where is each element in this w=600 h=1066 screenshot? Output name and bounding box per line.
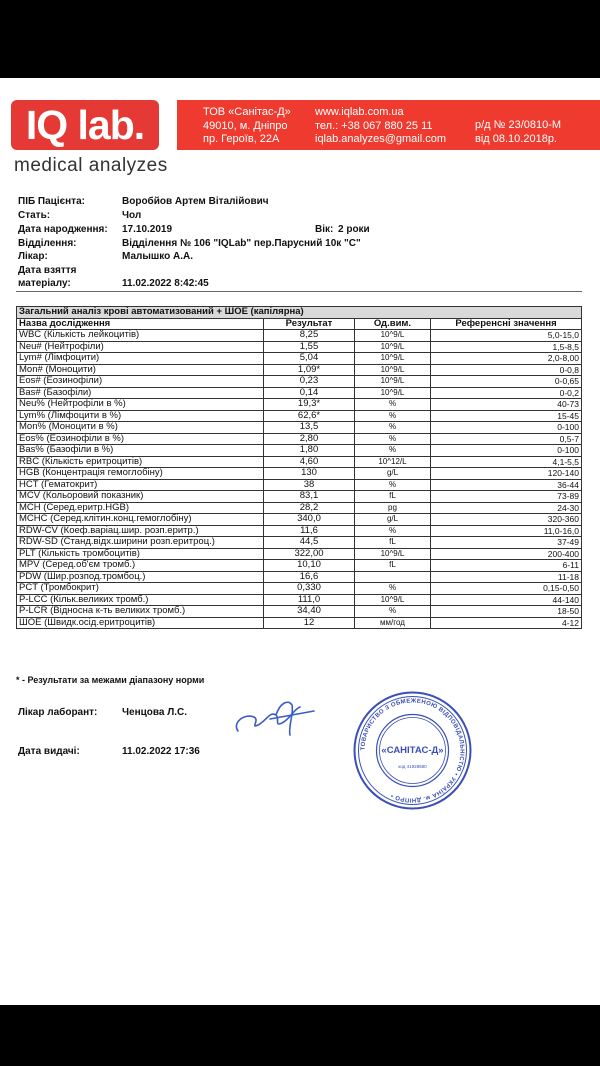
result-cell: 4,60 xyxy=(264,456,355,468)
name-label: ПІБ Пацієнта: xyxy=(18,196,85,207)
table-row xyxy=(17,491,582,503)
reference-cell: 0,5-7 xyxy=(431,433,582,445)
logo-text: IQ lab. xyxy=(25,102,145,148)
unit-cell: 10^9/L xyxy=(355,353,431,365)
result-cell: 1,80 xyxy=(264,445,355,457)
logo-subtitle: medical analyzes xyxy=(14,155,168,176)
result-cell: 11,6 xyxy=(264,525,355,537)
table-row xyxy=(17,525,582,537)
result-cell: 340,0 xyxy=(264,514,355,526)
result-cell: 111,0 xyxy=(264,594,355,606)
reference-cell: 0-0,65 xyxy=(431,376,582,388)
table-row xyxy=(17,479,582,491)
iqlab-logo xyxy=(11,100,159,150)
results-table xyxy=(16,306,582,629)
stamp-center-text: «САНІТАС-Д» xyxy=(381,745,444,756)
table-row xyxy=(17,502,582,514)
table-row xyxy=(17,560,582,572)
table-row xyxy=(17,594,582,606)
test-name-cell: Neu% (Нейтрофіли в %) xyxy=(17,399,264,411)
dob-label: Дата народження: xyxy=(18,224,108,235)
patient-name: Воробйов Артем Віталійович xyxy=(122,196,269,207)
unit-cell: fL xyxy=(355,537,431,549)
unit-cell: 10^9/L xyxy=(355,330,431,342)
test-name-cell: MCH (Серед.еритр.HGB) xyxy=(17,502,264,514)
test-name-cell: MPV (Серед.об'єм тромб.) xyxy=(17,560,264,572)
table-row xyxy=(17,422,582,434)
table-row xyxy=(17,571,582,583)
table-row xyxy=(17,445,582,457)
reference-cell: 2,0-8,00 xyxy=(431,353,582,365)
seal-stamp xyxy=(350,688,475,813)
unit-cell: % xyxy=(355,410,431,422)
table-title-row xyxy=(17,307,582,319)
unit-cell: 10^12/L xyxy=(355,456,431,468)
header-result: Результат xyxy=(264,318,355,330)
patient-age: 2 роки xyxy=(338,224,370,235)
table-body xyxy=(17,330,582,629)
issue-label: Дата видачі: xyxy=(18,746,80,757)
unit-cell: 10^9/L xyxy=(355,341,431,353)
test-name-cell: Lym# (Лімфоцити) xyxy=(17,353,264,365)
result-cell: 0,14 xyxy=(264,387,355,399)
table-row xyxy=(17,353,582,365)
test-name-cell: Bas# (Базофіли) xyxy=(17,387,264,399)
unit-cell: мм/год xyxy=(355,617,431,629)
header-unit: Од.вим. xyxy=(355,318,431,330)
reference-cell: 11,0-16,0 xyxy=(431,525,582,537)
reference-cell: 15-45 xyxy=(431,410,582,422)
signature-image xyxy=(230,693,320,743)
reference-cell: 73-89 xyxy=(431,491,582,503)
test-name-cell: Lym% (Лімфоцити в %) xyxy=(17,410,264,422)
unit-cell: % xyxy=(355,445,431,457)
reference-cell: 0-100 xyxy=(431,422,582,434)
unit-cell: 10^9/L xyxy=(355,548,431,560)
table-row xyxy=(17,583,582,595)
unit-cell: fL xyxy=(355,491,431,503)
doctor-label: Лікар: xyxy=(18,251,48,262)
test-name-cell: WBC (Кількість лейкоцитів) xyxy=(17,330,264,342)
reference-cell: 44-140 xyxy=(431,594,582,606)
reference-cell: 200-400 xyxy=(431,548,582,560)
reference-cell: 0-0,2 xyxy=(431,387,582,399)
reference-cell: 4-12 xyxy=(431,617,582,629)
separator-line xyxy=(16,291,582,292)
result-cell: 12 xyxy=(264,617,355,629)
table-row xyxy=(17,433,582,445)
table-row xyxy=(17,410,582,422)
test-name-cell: P-LCR (Відносна к-ть великих тромб.) xyxy=(17,606,264,618)
result-cell: 5,04 xyxy=(264,353,355,365)
result-cell: 62,6* xyxy=(264,410,355,422)
unit-cell: % xyxy=(355,422,431,434)
reference-cell: 40-73 xyxy=(431,399,582,411)
result-cell: 8,25 xyxy=(264,330,355,342)
table-row xyxy=(17,606,582,618)
reference-cell: 6-11 xyxy=(431,560,582,572)
doctor-name: Малышко А.А. xyxy=(122,251,194,262)
result-cell: 83,1 xyxy=(264,491,355,503)
unit-cell: % xyxy=(355,606,431,618)
test-name-cell: Mon% (Моноцити в %) xyxy=(17,422,264,434)
test-name-cell: PLT (Кількість тромбоцитів) xyxy=(17,548,264,560)
result-cell: 28,2 xyxy=(264,502,355,514)
table-row xyxy=(17,514,582,526)
table-row xyxy=(17,399,582,411)
unit-cell: 10^9/L xyxy=(355,376,431,388)
reference-cell: 120-140 xyxy=(431,468,582,480)
table-row xyxy=(17,387,582,399)
result-cell: 19,3* xyxy=(264,399,355,411)
result-cell: 10,10 xyxy=(264,560,355,572)
reference-cell: 1,5-8,5 xyxy=(431,341,582,353)
reference-cell: 320-360 xyxy=(431,514,582,526)
reference-cell: 11-18 xyxy=(431,571,582,583)
header-reference: Референсні значення xyxy=(431,318,582,330)
result-cell: 322,00 xyxy=(264,548,355,560)
test-name-cell: P-LCC (Кільк.великих тромб.) xyxy=(17,594,264,606)
table-row xyxy=(17,330,582,342)
lab-label: Лікар лаборант: xyxy=(18,707,98,718)
unit-cell: g/L xyxy=(355,468,431,480)
unit-cell: % xyxy=(355,525,431,537)
lab-doctor-name: Ченцова Л.С. xyxy=(122,707,188,718)
result-cell: 0,23 xyxy=(264,376,355,388)
result-cell: 2,80 xyxy=(264,433,355,445)
test-name-cell: Bas% (Базофіли в %) xyxy=(17,445,264,457)
table-row xyxy=(17,364,582,376)
test-name-cell: ШОЕ (Швидк.осід.еритроцитів) xyxy=(17,617,264,629)
test-name-cell: RBC (Кількість еритроцитів) xyxy=(17,456,264,468)
unit-cell: pg xyxy=(355,502,431,514)
result-cell: 44,5 xyxy=(264,537,355,549)
patient-dob: 17.10.2019 xyxy=(122,224,173,235)
result-cell: 0,330 xyxy=(264,583,355,595)
result-cell: 13,5 xyxy=(264,422,355,434)
test-name-cell: MCHC (Серед.клітин.конц.гемоглобіну) xyxy=(17,514,264,526)
unit-cell: % xyxy=(355,433,431,445)
patient-sex: Чол xyxy=(122,210,142,221)
table-row xyxy=(17,537,582,549)
reference-cell: 18-50 xyxy=(431,606,582,618)
stamp-code: код 41928680 xyxy=(398,764,427,769)
svg-text:ТОВАРИСТВО З ОБМЕЖЕНОЮ ВІДПОВІ: ТОВАРИСТВО З ОБМЕЖЕНОЮ ВІДПОВІДАЛЬНІСТЮ • УКРАЇНА м. ДНІПРО • xyxy=(360,698,465,803)
sample-label-line1: Дата взяття xyxy=(18,265,77,276)
unit-cell: 10^9/L xyxy=(355,387,431,399)
table-header-row xyxy=(17,318,582,330)
unit-cell: % xyxy=(355,479,431,491)
unit-cell: g/L xyxy=(355,514,431,526)
unit-cell: 10^9/L xyxy=(355,594,431,606)
sample-label-line2: матеріалу: xyxy=(18,278,71,289)
table-row xyxy=(17,468,582,480)
dept-label: Відділення: xyxy=(18,238,77,249)
reference-cell: 37-49 xyxy=(431,537,582,549)
license-info: р/д № 23/0810-М від 08.10.2018р. xyxy=(475,119,562,145)
issue-date: 11.02.2022 17:36 xyxy=(122,746,200,757)
reference-cell: 36-44 xyxy=(431,479,582,491)
unit-cell: % xyxy=(355,399,431,411)
test-name-cell: PCT (Тромбокрит) xyxy=(17,583,264,595)
result-cell: 34,40 xyxy=(264,606,355,618)
patient-dept: Відділення № 106 "IQLab" пер.Парусний 10к "С" xyxy=(122,238,361,249)
table-row xyxy=(17,548,582,560)
test-name-cell: HGB (Концентрація гемоглобіну) xyxy=(17,468,264,480)
sample-date: 11.02.2022 8:42:45 xyxy=(122,278,209,289)
reference-cell: 4,1-5,5 xyxy=(431,456,582,468)
out-of-range-note: * - Результати за межами діапазону норми xyxy=(16,675,205,685)
test-name-cell: Eos% (Еозинофіли в %) xyxy=(17,433,264,445)
reference-cell: 0,15-0,50 xyxy=(431,583,582,595)
reference-cell: 0-0,8 xyxy=(431,364,582,376)
reference-cell: 24-30 xyxy=(431,502,582,514)
unit-cell: % xyxy=(355,583,431,595)
header-contact-band xyxy=(177,100,600,150)
result-cell: 1,09* xyxy=(264,364,355,376)
reference-cell: 5,0-15,0 xyxy=(431,330,582,342)
age-label: Вік: xyxy=(315,224,334,235)
test-name-cell: Neu# (Нейтрофіли) xyxy=(17,341,264,353)
sex-label: Стать: xyxy=(18,210,51,221)
result-cell: 16,6 xyxy=(264,571,355,583)
reference-cell: 0-100 xyxy=(431,445,582,457)
unit-cell: fL xyxy=(355,560,431,572)
test-name-cell: HCT (Гематокрит) xyxy=(17,479,264,491)
test-name-cell: RDW-SD (Станд.відх.ширини розп.еритроц.) xyxy=(17,537,264,549)
table-row xyxy=(17,617,582,629)
test-name-cell: PDW (Шир.розпод.тромбоц.) xyxy=(17,571,264,583)
table-title: Загальний аналіз крові автоматизований + ШОЕ (капілярна) xyxy=(17,307,582,319)
test-name-cell: MCV (Кольоровий показник) xyxy=(17,491,264,503)
result-cell: 1,55 xyxy=(264,341,355,353)
unit-cell: 10^9/L xyxy=(355,364,431,376)
company-address: ТОВ «Санітас-Д» 49010, м. Дніпро пр. Героїв, 22А xyxy=(203,106,291,145)
unit-cell xyxy=(355,571,431,583)
table-row xyxy=(17,376,582,388)
result-cell: 38 xyxy=(264,479,355,491)
test-name-cell: RDW-CV (Коеф.варіац.шир. розп.еритр.) xyxy=(17,525,264,537)
table-row xyxy=(17,341,582,353)
test-name-cell: Eos# (Еозинофіли) xyxy=(17,376,264,388)
test-name-cell: Mon# (Моноцити) xyxy=(17,364,264,376)
company-contacts: www.iqlab.com.ua тел.: +38 067 880 25 11 iqlab.analyzes@gmail.com xyxy=(315,106,447,145)
table-row xyxy=(17,456,582,468)
lab-report-page xyxy=(0,78,600,1005)
header-test-name: Назва дослідження xyxy=(17,318,264,330)
result-cell: 130 xyxy=(264,468,355,480)
